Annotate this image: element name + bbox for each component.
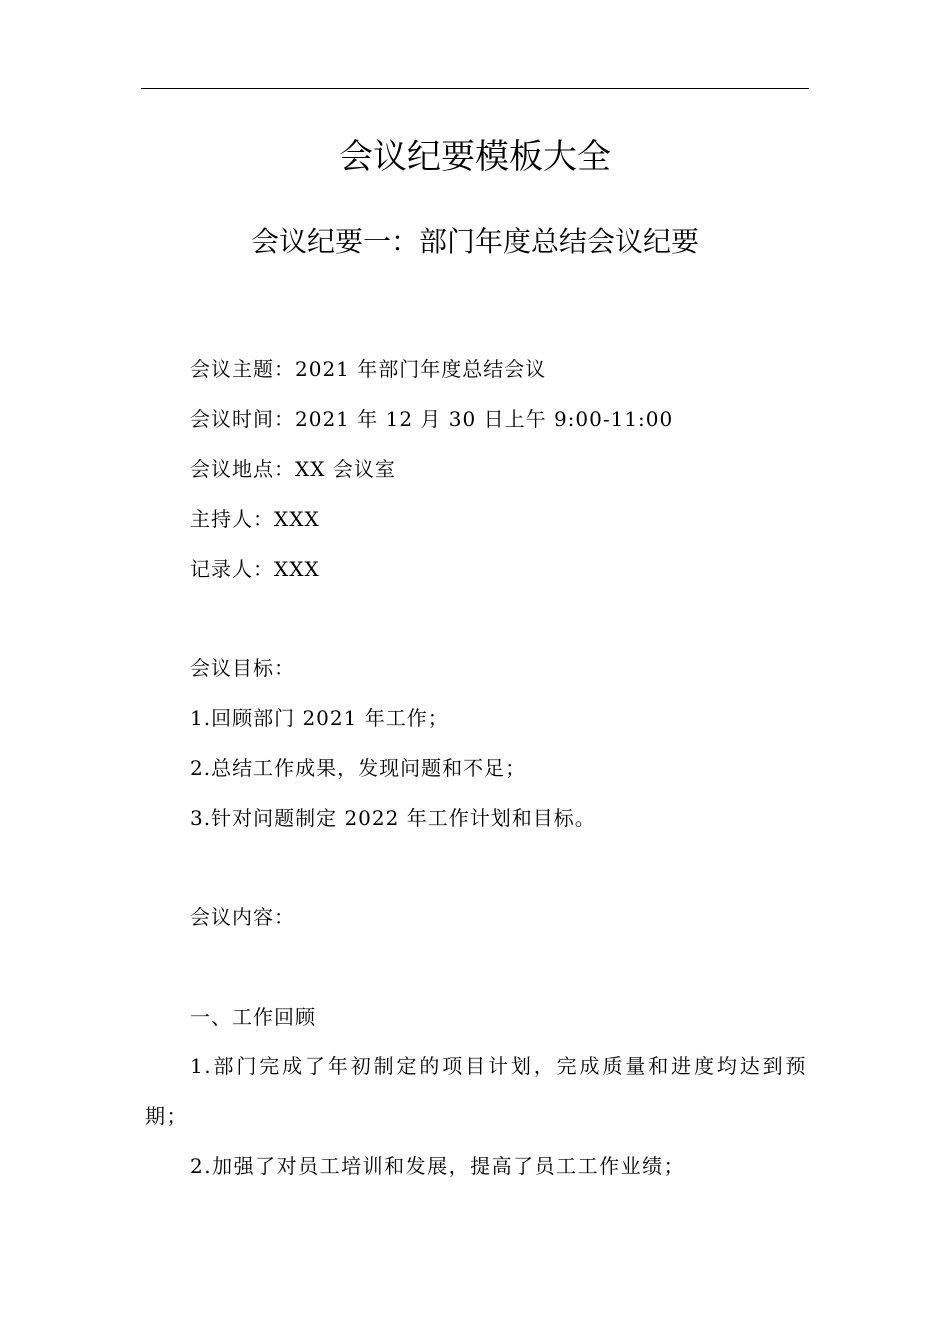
document-title: 会议纪要模板大全 xyxy=(339,137,611,177)
section-heading: 一、工作回顾 xyxy=(190,1005,316,1029)
goal-item: 1.回顾部门 2021 年工作； xyxy=(190,706,449,730)
document-subtitle: 会议纪要一：部门年度总结会议纪要 xyxy=(250,225,699,258)
header-rule xyxy=(141,88,809,89)
goal-item: 3.针对问题制定 2022 年工作计划和目标。 xyxy=(190,806,596,830)
meeting-time: 会议时间：2021 年 12 月 30 日上午 9:00-11:00 xyxy=(190,407,674,431)
meeting-topic: 会议主题：2021 年部门年度总结会议 xyxy=(190,357,547,381)
content-heading: 会议内容： xyxy=(190,905,295,929)
meeting-host: 主持人：XXX xyxy=(190,507,320,531)
goals-heading: 会议目标： xyxy=(190,656,295,680)
goal-item: 2.总结工作成果，发现问题和不足； xyxy=(190,756,527,780)
review-item: 2.加强了对员工培训和发展，提高了员工工作业绩； xyxy=(190,1154,686,1178)
meeting-place: 会议地点：XX 会议室 xyxy=(190,457,396,481)
meeting-recorder: 记录人：XXX xyxy=(190,557,320,581)
review-item: 1.部门完成了年初制定的项目计划，完成质量和进度均达到预期； xyxy=(145,1054,807,1128)
